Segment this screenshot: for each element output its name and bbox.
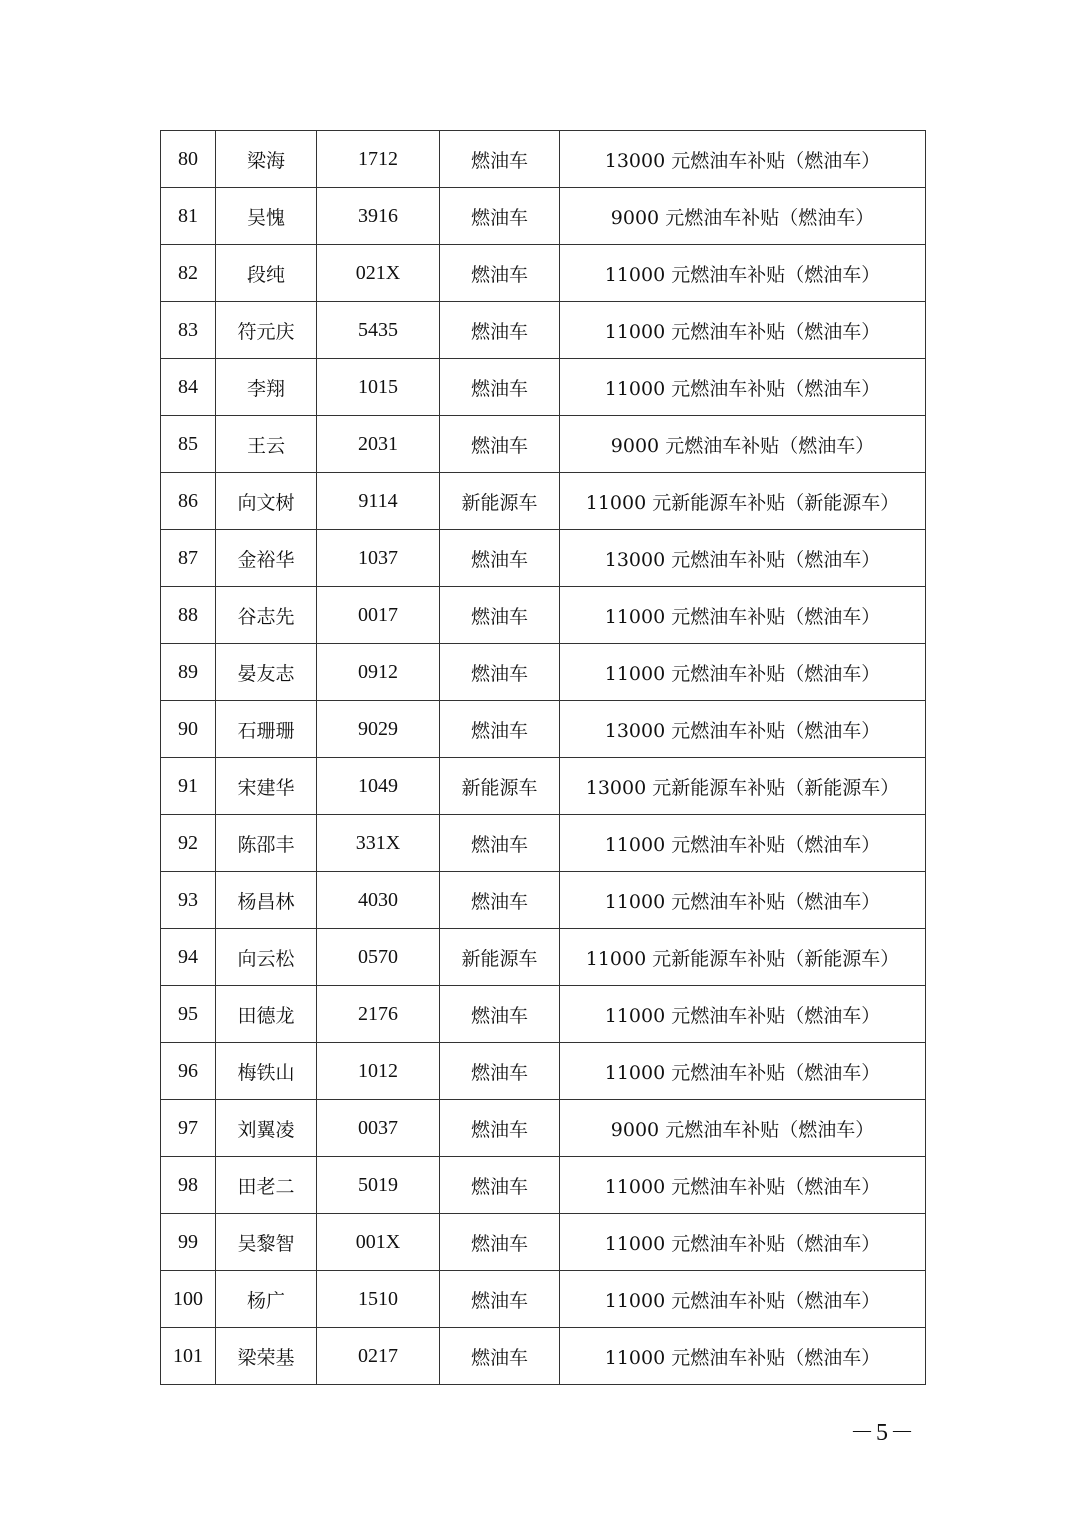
cell-id-tail: 2031 bbox=[317, 416, 440, 473]
cell-name: 段纯 bbox=[216, 245, 317, 302]
table-row bbox=[161, 131, 926, 188]
cell-number: 100 bbox=[161, 1271, 216, 1328]
cell-vehicle-type: 燃油车 bbox=[440, 245, 560, 302]
cell-number: 83 bbox=[161, 302, 216, 359]
cell-id-tail: 9029 bbox=[317, 701, 440, 758]
cell-subsidy: 9000 元燃油车补贴（燃油车） bbox=[560, 188, 926, 245]
cell-vehicle-type: 燃油车 bbox=[440, 1043, 560, 1100]
cell-subsidy: 11000 元燃油车补贴（燃油车） bbox=[560, 245, 926, 302]
cell-subsidy: 11000 元燃油车补贴（燃油车） bbox=[560, 1271, 926, 1328]
cell-id-tail: 001X bbox=[317, 1214, 440, 1271]
cell-id-tail: 9114 bbox=[317, 473, 440, 530]
cell-name: 王云 bbox=[216, 416, 317, 473]
cell-vehicle-type: 燃油车 bbox=[440, 701, 560, 758]
cell-id-tail: 0217 bbox=[317, 1328, 440, 1385]
cell-name: 宋建华 bbox=[216, 758, 317, 815]
cell-subsidy: 11000 元燃油车补贴（燃油车） bbox=[560, 986, 926, 1043]
table-row bbox=[161, 1157, 926, 1214]
cell-subsidy: 11000 元燃油车补贴（燃油车） bbox=[560, 302, 926, 359]
cell-vehicle-type: 燃油车 bbox=[440, 986, 560, 1043]
cell-name: 田德龙 bbox=[216, 986, 317, 1043]
cell-number: 92 bbox=[161, 815, 216, 872]
cell-id-tail: 1012 bbox=[317, 1043, 440, 1100]
cell-subsidy: 13000 元燃油车补贴（燃油车） bbox=[560, 131, 926, 188]
cell-name: 杨广 bbox=[216, 1271, 317, 1328]
cell-id-tail: 0570 bbox=[317, 929, 440, 986]
cell-subsidy: 11000 元燃油车补贴（燃油车） bbox=[560, 1328, 926, 1385]
cell-subsidy: 11000 元燃油车补贴（燃油车） bbox=[560, 359, 926, 416]
cell-number: 84 bbox=[161, 359, 216, 416]
cell-number: 98 bbox=[161, 1157, 216, 1214]
cell-id-tail: 331X bbox=[317, 815, 440, 872]
cell-subsidy: 11000 元燃油车补贴（燃油车） bbox=[560, 1043, 926, 1100]
cell-id-tail: 1510 bbox=[317, 1271, 440, 1328]
cell-subsidy: 11000 元燃油车补贴（燃油车） bbox=[560, 815, 926, 872]
cell-number: 89 bbox=[161, 644, 216, 701]
cell-name: 向云松 bbox=[216, 929, 317, 986]
cell-name: 刘翼凌 bbox=[216, 1100, 317, 1157]
table-row bbox=[161, 929, 926, 986]
table-row bbox=[161, 644, 926, 701]
table-row bbox=[161, 302, 926, 359]
cell-name: 石珊珊 bbox=[216, 701, 317, 758]
table-row bbox=[161, 530, 926, 587]
page-number: －5－ bbox=[850, 1420, 916, 1446]
table-row bbox=[161, 1271, 926, 1328]
cell-id-tail: 1712 bbox=[317, 131, 440, 188]
cell-vehicle-type: 燃油车 bbox=[440, 1328, 560, 1385]
cell-vehicle-type: 燃油车 bbox=[440, 872, 560, 929]
cell-subsidy: 9000 元燃油车补贴（燃油车） bbox=[560, 1100, 926, 1157]
table-row bbox=[161, 1043, 926, 1100]
cell-number: 97 bbox=[161, 1100, 216, 1157]
cell-vehicle-type: 燃油车 bbox=[440, 1271, 560, 1328]
table-row bbox=[161, 815, 926, 872]
table-row bbox=[161, 986, 926, 1043]
cell-name: 吴愧 bbox=[216, 188, 317, 245]
cell-vehicle-type: 燃油车 bbox=[440, 131, 560, 188]
cell-vehicle-type: 燃油车 bbox=[440, 644, 560, 701]
table-row bbox=[161, 245, 926, 302]
cell-subsidy: 11000 元燃油车补贴（燃油车） bbox=[560, 587, 926, 644]
table-row bbox=[161, 473, 926, 530]
cell-vehicle-type: 燃油车 bbox=[440, 416, 560, 473]
cell-vehicle-type: 燃油车 bbox=[440, 815, 560, 872]
cell-subsidy: 13000 元燃油车补贴（燃油车） bbox=[560, 530, 926, 587]
cell-vehicle-type: 新能源车 bbox=[440, 929, 560, 986]
cell-subsidy: 11000 元新能源车补贴（新能源车） bbox=[560, 929, 926, 986]
table-row bbox=[161, 1100, 926, 1157]
cell-number: 87 bbox=[161, 530, 216, 587]
cell-name: 陈邵丰 bbox=[216, 815, 317, 872]
cell-number: 90 bbox=[161, 701, 216, 758]
table-row bbox=[161, 188, 926, 245]
cell-vehicle-type: 燃油车 bbox=[440, 188, 560, 245]
cell-vehicle-type: 燃油车 bbox=[440, 587, 560, 644]
cell-number: 86 bbox=[161, 473, 216, 530]
cell-vehicle-type: 燃油车 bbox=[440, 1157, 560, 1214]
cell-number: 93 bbox=[161, 872, 216, 929]
cell-vehicle-type: 新能源车 bbox=[440, 758, 560, 815]
cell-number: 88 bbox=[161, 587, 216, 644]
cell-number: 80 bbox=[161, 131, 216, 188]
cell-number: 99 bbox=[161, 1214, 216, 1271]
cell-vehicle-type: 燃油车 bbox=[440, 302, 560, 359]
cell-name: 梅铁山 bbox=[216, 1043, 317, 1100]
cell-id-tail: 5019 bbox=[317, 1157, 440, 1214]
cell-name: 金裕华 bbox=[216, 530, 317, 587]
cell-subsidy: 11000 元燃油车补贴（燃油车） bbox=[560, 644, 926, 701]
cell-id-tail: 3916 bbox=[317, 188, 440, 245]
cell-subsidy: 11000 元新能源车补贴（新能源车） bbox=[560, 473, 926, 530]
cell-vehicle-type: 燃油车 bbox=[440, 1214, 560, 1271]
table-body bbox=[161, 131, 926, 1385]
cell-number: 81 bbox=[161, 188, 216, 245]
cell-name: 梁海 bbox=[216, 131, 317, 188]
cell-vehicle-type: 燃油车 bbox=[440, 359, 560, 416]
cell-name: 吴黎智 bbox=[216, 1214, 317, 1271]
cell-name: 李翔 bbox=[216, 359, 317, 416]
cell-name: 杨昌林 bbox=[216, 872, 317, 929]
cell-number: 95 bbox=[161, 986, 216, 1043]
cell-vehicle-type: 燃油车 bbox=[440, 1100, 560, 1157]
cell-number: 85 bbox=[161, 416, 216, 473]
cell-subsidy: 9000 元燃油车补贴（燃油车） bbox=[560, 416, 926, 473]
cell-subsidy: 11000 元燃油车补贴（燃油车） bbox=[560, 1157, 926, 1214]
table-row bbox=[161, 758, 926, 815]
cell-id-tail: 5435 bbox=[317, 302, 440, 359]
cell-name: 晏友志 bbox=[216, 644, 317, 701]
subsidy-table bbox=[160, 130, 926, 1385]
cell-id-tail: 1037 bbox=[317, 530, 440, 587]
cell-name: 向文树 bbox=[216, 473, 317, 530]
cell-id-tail: 1049 bbox=[317, 758, 440, 815]
cell-number: 82 bbox=[161, 245, 216, 302]
cell-id-tail: 0037 bbox=[317, 1100, 440, 1157]
table-row bbox=[161, 587, 926, 644]
cell-name: 符元庆 bbox=[216, 302, 317, 359]
cell-id-tail: 0912 bbox=[317, 644, 440, 701]
table-row bbox=[161, 1328, 926, 1385]
cell-id-tail: 2176 bbox=[317, 986, 440, 1043]
table-row bbox=[161, 416, 926, 473]
cell-subsidy: 11000 元燃油车补贴（燃油车） bbox=[560, 1214, 926, 1271]
cell-id-tail: 0017 bbox=[317, 587, 440, 644]
cell-subsidy: 13000 元燃油车补贴（燃油车） bbox=[560, 701, 926, 758]
cell-name: 梁荣基 bbox=[216, 1328, 317, 1385]
cell-id-tail: 4030 bbox=[317, 872, 440, 929]
cell-subsidy: 11000 元燃油车补贴（燃油车） bbox=[560, 872, 926, 929]
table-row bbox=[161, 701, 926, 758]
table-row bbox=[161, 872, 926, 929]
cell-name: 谷志先 bbox=[216, 587, 317, 644]
table-row bbox=[161, 1214, 926, 1271]
cell-number: 94 bbox=[161, 929, 216, 986]
cell-name: 田老二 bbox=[216, 1157, 317, 1214]
cell-vehicle-type: 燃油车 bbox=[440, 530, 560, 587]
cell-number: 96 bbox=[161, 1043, 216, 1100]
cell-id-tail: 1015 bbox=[317, 359, 440, 416]
cell-subsidy: 13000 元新能源车补贴（新能源车） bbox=[560, 758, 926, 815]
cell-vehicle-type: 新能源车 bbox=[440, 473, 560, 530]
cell-number: 91 bbox=[161, 758, 216, 815]
table-row bbox=[161, 359, 926, 416]
cell-number: 101 bbox=[161, 1328, 216, 1385]
cell-id-tail: 021X bbox=[317, 245, 440, 302]
